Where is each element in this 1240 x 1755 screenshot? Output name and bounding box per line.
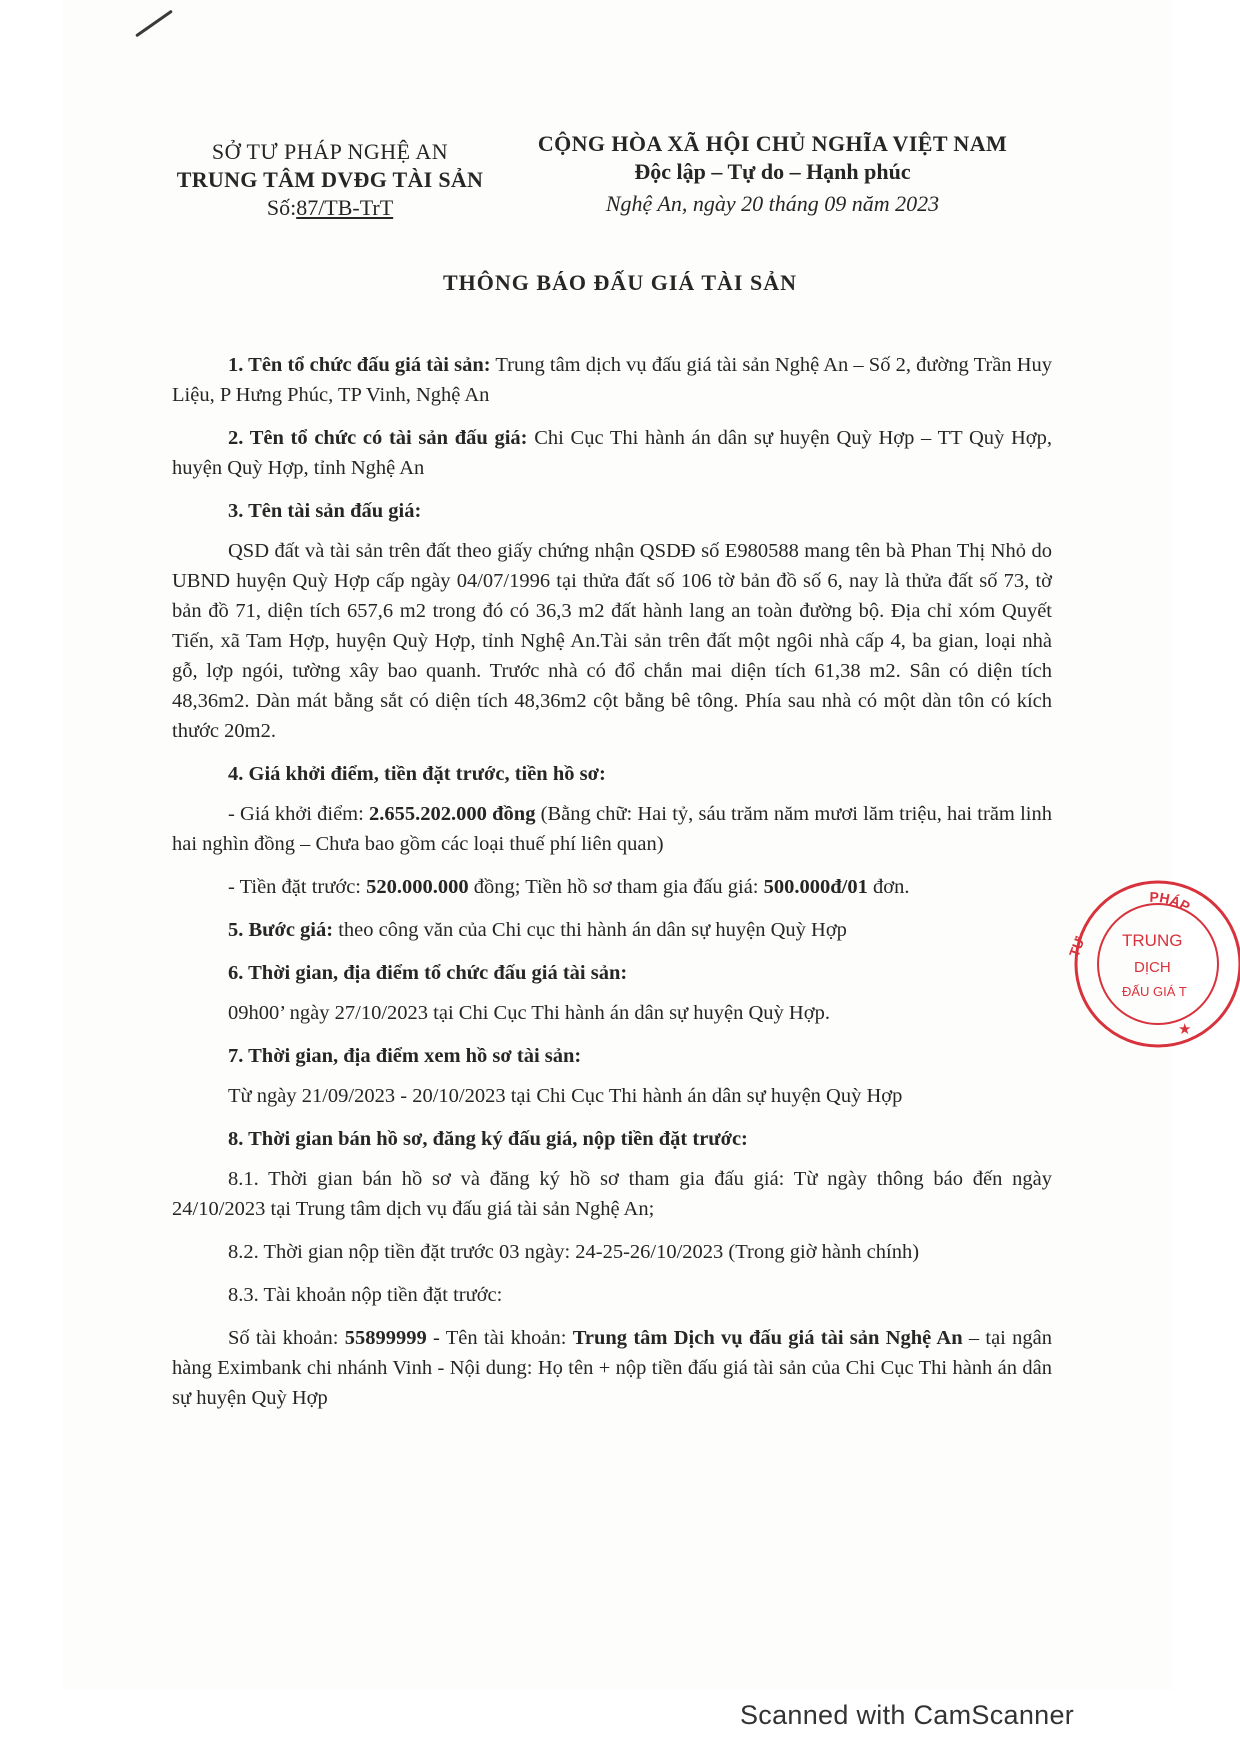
section-1-text: Trung tâm dịch vụ đấu giá tài sản Nghệ An – Số 2, đường Trần Huy Liệu, P Hưng Phúc, TP Vinh, Nghệ An [172,354,1052,406]
section-4-heading [172,759,1052,789]
section-3-text: QSD đất và tài sản trên đất theo giấy chứng nhận QSDĐ số E980588 mang tên bà Phan Thị Nhỏ do UBND huyện Quỳ Hợp cấp ngày 04/07/1996 tại thửa đất số 106 tờ bản đồ số 6, nay là thửa đất số 73, tờ bản đồ 71, diện tích 657,6 m2 trong đó có 36,3 m2 đất hành lang an toàn đường bộ. Địa chỉ xóm Quyết Tiến, xã Tam Hợp, huyện Quỳ Hợp, tỉnh Nghệ An.Tài sản trên đất một ngôi nhà cấp 4, ba gian, loại nhà gỗ, lợp ngói, tường xây bao quanh. Trước nhà có đổ chắn mai diện tích 61,38 m2. Sân có diện tích 48,36m2. Dàn mát bằng sắt có diện tích 48,36m2 cột bằng bê tông. Phía sau nhà có một dàn tôn có kích thước 20m2. [172,540,1052,742]
section-2 [172,423,1052,483]
section-2-text: Chi Cục Thi hành án dân sự huyện Quỳ Hợp – TT Quỳ Hợp, huyện Quỳ Hợp, tỉnh Nghệ An [172,427,1052,479]
camscanner-watermark: Scanned with CamScanner [740,1700,1075,1730]
section-6-heading [172,958,1052,988]
account-name: Trung tâm Dịch vụ đấu giá tài sản Nghệ An [572,1327,963,1349]
section-4-label: 4. Giá khởi điểm, tiền đặt trước, tiền hồ sơ: [228,763,606,785]
document-number [160,194,500,222]
account-rest: – tại ngân hàng Eximbank chi nhánh Vinh - Nội dung: Họ tên + nộp tiền đấu giá tài sản của Chi Cục Thi hành án dân sự huyện Quỳ Hợp [172,1327,1053,1409]
svg-text:PHÁP [1149,889,1193,915]
place-date: Nghệ An, ngày 20 tháng 09 năm 2023 [605,191,940,216]
account-info [172,1323,1052,1413]
doc-no-prefix: Số: [266,195,297,220]
section-6-text: 09h00’ ngày 27/10/2023 tại Chi Cục Thi hành án dân sự huyện Quỳ Hợp. [228,1002,830,1024]
stamp-arc-text: PHÁP [1149,888,1193,915]
section-5-label: 5. Bước giá: [228,919,334,941]
stamp-line-1: TRUNG [1122,931,1183,950]
section-6-label: 6. Thời gian, địa điểm tổ chức đấu giá tài sản: [228,962,628,984]
starting-price-prefix: - Giá khởi điểm: [228,803,370,825]
section-7-label: 7. Thời gian, địa điểm xem hồ sơ tài sản: [228,1045,582,1067]
national-motto: Độc lập – Tự do – Hạnh phúc [634,159,911,184]
section-8-1: 8.1. Thời gian bán hồ sơ và đăng ký hồ sơ tham gia đấu giá: Từ ngày thông báo đến ngày 24/10/2023 tại Trung tâm dịch vụ đấu giá tài sản Nghệ An; [172,1168,1052,1220]
section-5 [172,915,1052,945]
section-2-label: 2. Tên tổ chức có tài sản đấu giá: [228,427,528,449]
doc-no-value: 87/TB-TrT [296,195,394,220]
document-title: THÔNG BÁO ĐẤU GIÁ TÀI SẢN [442,270,798,295]
section-8-3: 8.3. Tài khoản nộp tiền đặt trước: [228,1284,503,1306]
section-3-label: 3. Tên tài sản đấu giá: [228,500,422,522]
starting-price-amount: 2.655.202.000 đồng [369,803,536,825]
unit-name: TRUNG TÂM DVĐG TÀI SẢN [176,167,484,192]
stamp-line-2: DỊCH [1134,959,1171,976]
agency-name: SỞ TƯ PHÁP NGHỆ AN [211,139,449,164]
fee-suffix: đơn. [867,876,910,898]
official-stamp [1060,872,1240,1052]
deposit-amount: 520.000.000 [366,876,469,898]
header-left [160,138,500,222]
stamp-side-text: TƯ [1065,934,1088,960]
deposit-line [172,872,1052,902]
stamp-star-icon: ★ [1178,1020,1192,1038]
fee-amount: 500.000đ/01 [763,876,868,898]
deposit-prefix: - Tiền đặt trước: [228,876,367,898]
account-number: 55899999 [344,1327,427,1349]
section-8-2: 8.2. Thời gian nộp tiền đặt trước 03 ngày: 24-25-26/10/2023 (Trong giờ hành chính) [228,1241,920,1263]
deposit-mid: đồng; Tiền hồ sơ tham gia đấu giá: [468,876,764,898]
starting-price-words: (Bằng chữ: Hai tỷ, sáu trăm năm mươi lăm triệu, hai trăm linh hai nghìn đồng – Chưa bao gồm các loại thuế phí liên quan) [172,803,1052,855]
account-name-prefix: - Tên tài khoản: [426,1327,573,1349]
section-8-label: 8. Thời gian bán hồ sơ, đăng ký đấu giá, nộp tiền đặt trước: [228,1128,748,1150]
stamp-line-3: ĐẤU GIÁ T [1122,984,1187,999]
section-7-heading [172,1041,1052,1071]
section-1-label: 1. Tên tổ chức đấu giá tài sản: [228,354,491,376]
starting-price [172,799,1052,859]
section-3-heading [172,496,1052,526]
section-8-heading [172,1124,1052,1154]
document-body [172,350,1052,1426]
account-prefix: Số tài khoản: [228,1327,345,1349]
stamp-seal [1060,872,1240,1052]
section-7-text: Từ ngày 21/09/2023 - 20/10/2023 tại Chi Cục Thi hành án dân sự huyện Quỳ Hợp [228,1085,903,1107]
section-1 [172,350,1052,410]
national-title: CỘNG HÒA XÃ HỘI CHỦ NGHĨA VIỆT NAM [537,131,1008,156]
section-5-text: theo công văn của Chi cục thi hành án dân sự huyện Quỳ Hợp [333,919,847,941]
header-right [500,130,1045,218]
